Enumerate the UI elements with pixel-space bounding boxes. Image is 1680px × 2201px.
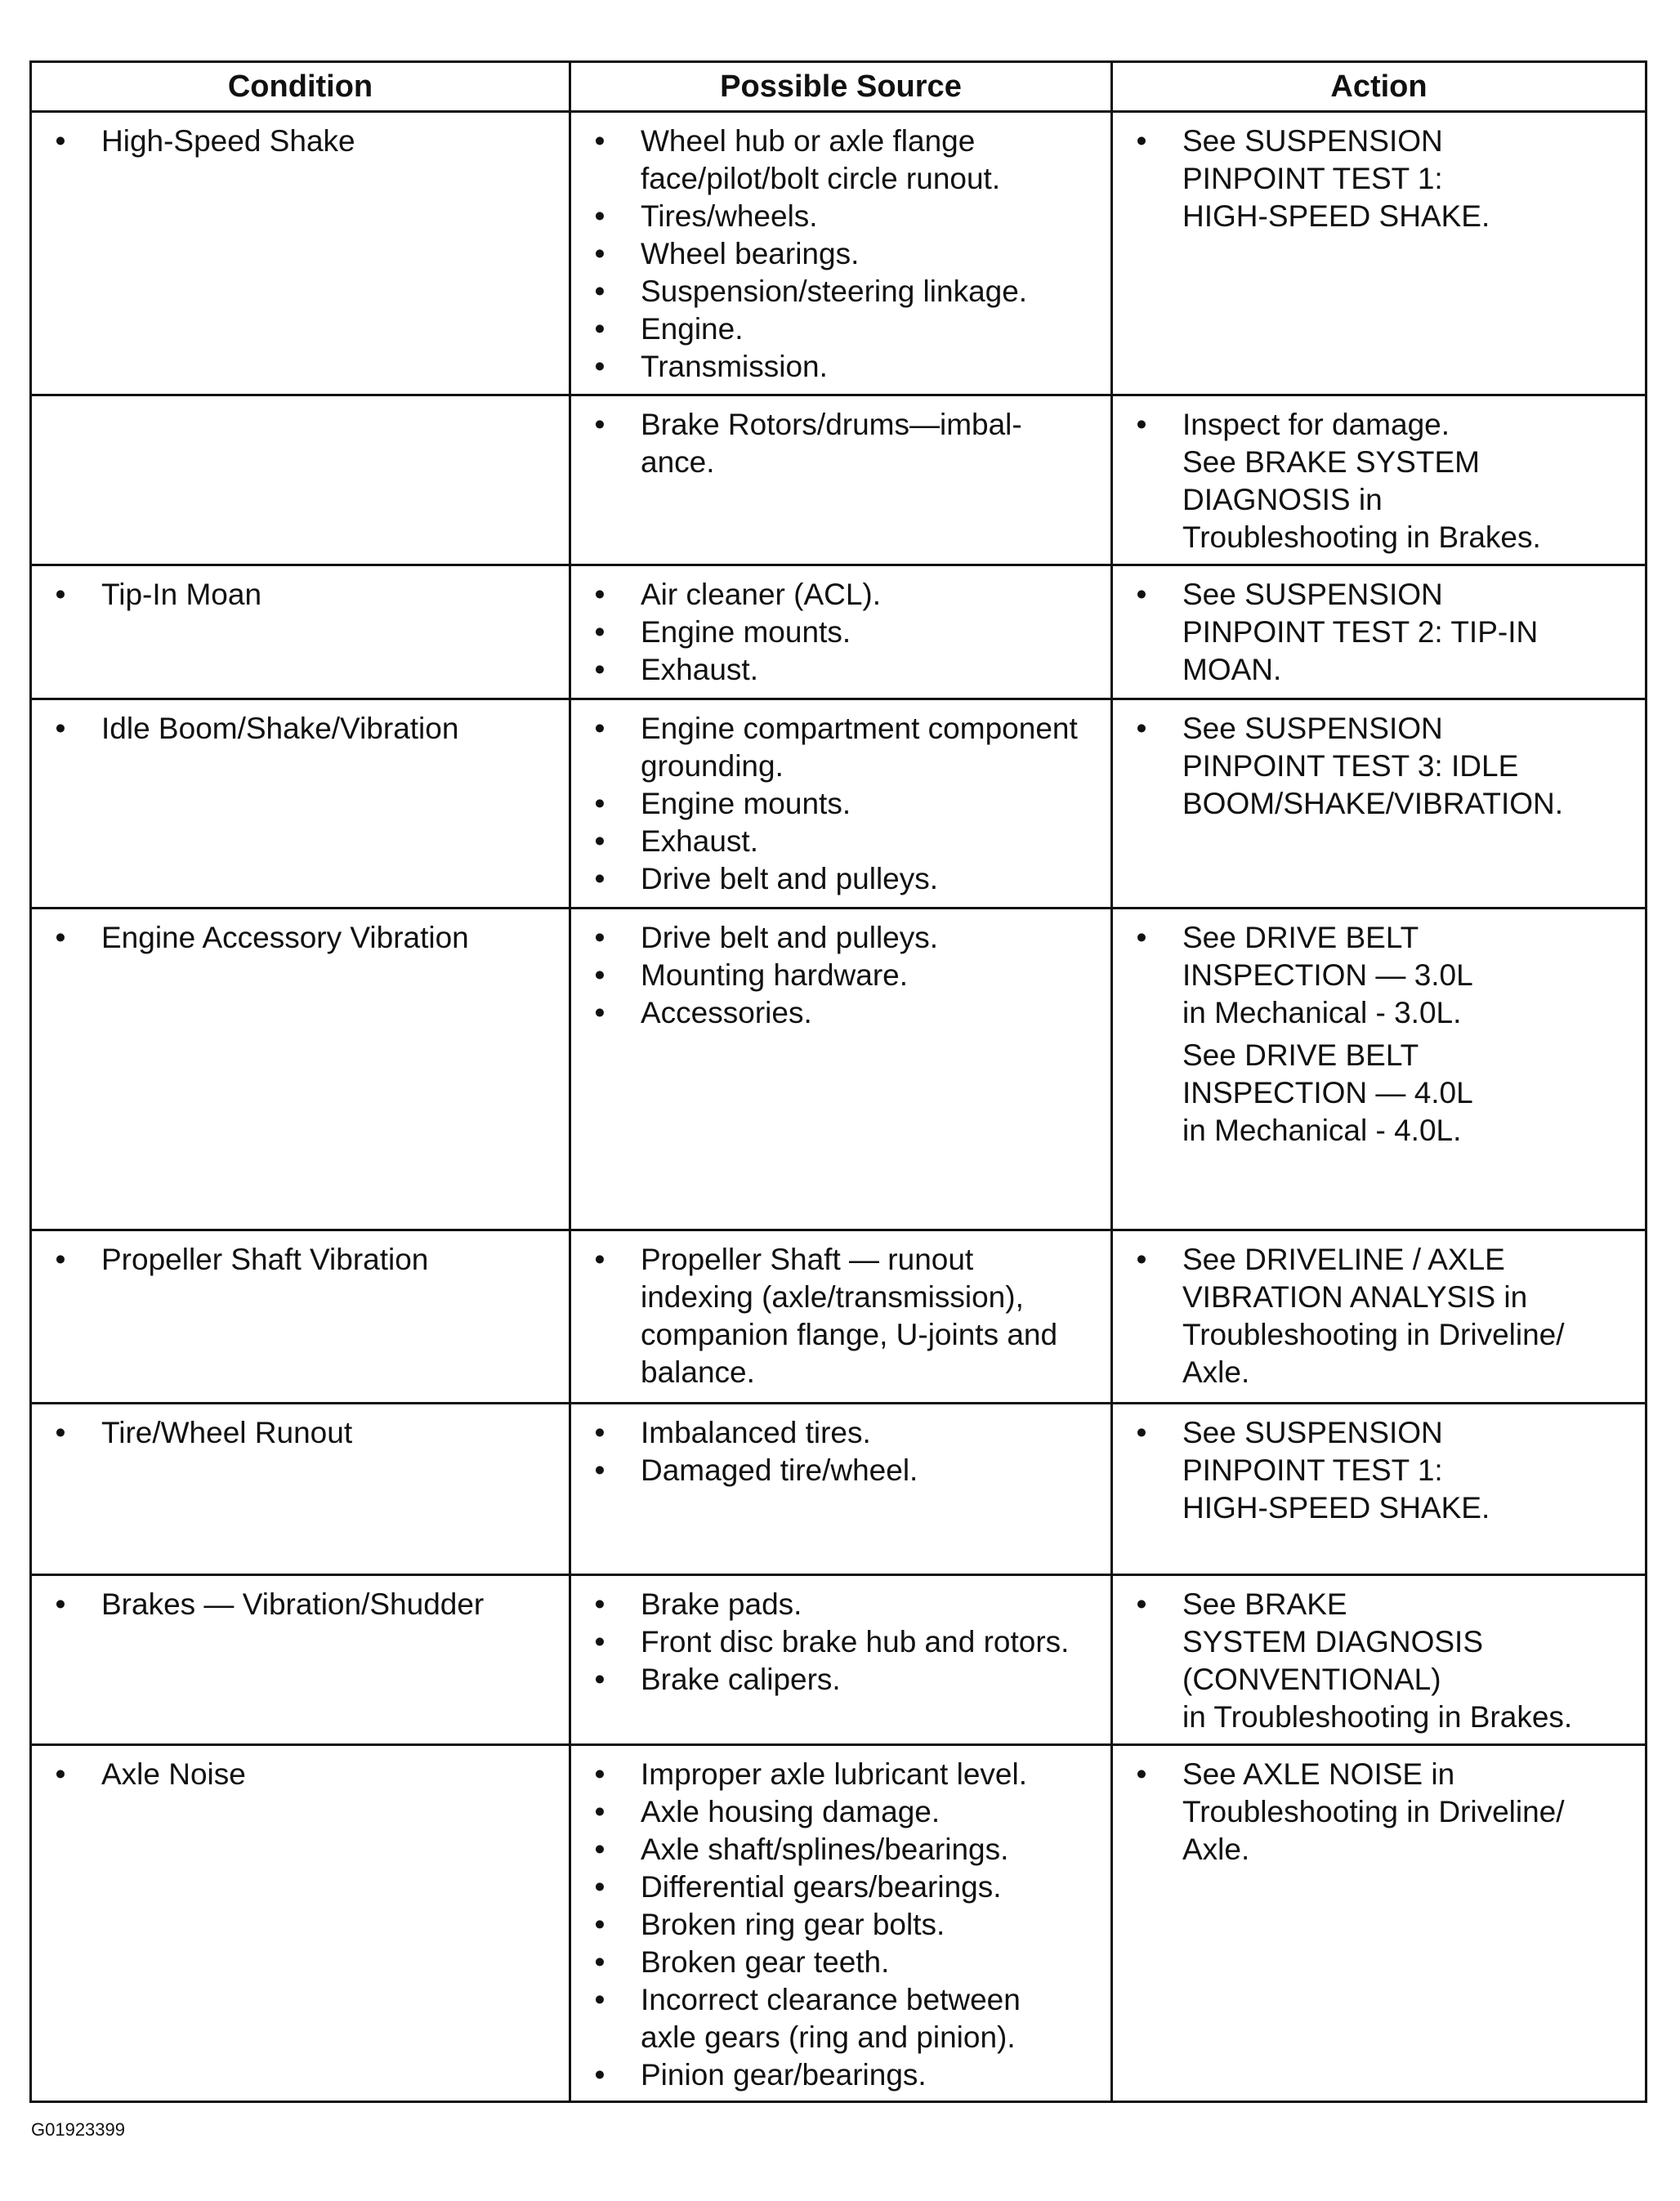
table-row <box>31 1575 1646 1745</box>
condition-list <box>40 123 561 160</box>
action-item <box>1121 1037 1637 1150</box>
source-item <box>579 919 1102 957</box>
condition-item <box>40 123 561 160</box>
source-item <box>579 273 1102 310</box>
source-item-text: Wheel hub or axle flange face/pilot/bolt circle runout. <box>641 124 1001 195</box>
source-item-text: Engine. <box>641 312 744 346</box>
bullet-icon: • <box>594 1945 605 1979</box>
source-item <box>579 1944 1102 1981</box>
bullet-icon: • <box>594 124 605 158</box>
source-item-text: Front disc brake hub and rotors. <box>641 1625 1070 1659</box>
condition-item <box>40 1586 561 1623</box>
source-item-text: Drive belt and pulleys. <box>641 921 939 954</box>
table-row <box>31 1230 1646 1404</box>
source-item <box>579 2056 1102 2094</box>
bullet-icon: • <box>1136 124 1147 158</box>
bullet-icon: • <box>594 996 605 1029</box>
action-cell <box>1112 909 1646 1230</box>
action-cell <box>1112 1745 1646 2102</box>
condition-item-text: Idle Boom/Shake/Vibration <box>101 712 459 745</box>
condition-cell <box>31 395 570 565</box>
bullet-icon: • <box>594 1243 605 1276</box>
condition-item-text: Axle Noise <box>101 1757 246 1791</box>
source-item <box>579 785 1102 823</box>
action-item <box>1121 1756 1637 1868</box>
bullet-icon: • <box>594 1587 605 1621</box>
bullet-icon: • <box>55 124 66 158</box>
source-list <box>579 1586 1102 1699</box>
source-item <box>579 994 1102 1032</box>
bullet-icon: • <box>1136 1587 1147 1621</box>
source-item <box>579 1661 1102 1699</box>
condition-item <box>40 576 561 614</box>
bullet-icon: • <box>1136 1757 1147 1791</box>
action-item <box>1121 919 1637 1032</box>
bullet-icon: • <box>594 578 605 611</box>
bullet-icon: • <box>594 350 605 383</box>
bullet-icon: • <box>594 862 605 895</box>
source-list <box>579 406 1102 481</box>
source-item-text: Imbalanced tires. <box>641 1416 871 1449</box>
action-cell <box>1112 565 1646 699</box>
source-item <box>579 1981 1102 2056</box>
bullet-icon: • <box>1136 578 1147 611</box>
bullet-icon: • <box>594 2058 605 2092</box>
source-item-text: Broken ring gear bolts. <box>641 1908 945 1941</box>
source-item-text: Improper axle lubricant level. <box>641 1757 1027 1791</box>
bullet-icon: • <box>55 712 66 745</box>
source-item <box>579 310 1102 348</box>
condition-list <box>40 1756 561 1793</box>
diagnosis-table <box>29 60 1647 2103</box>
bullet-icon: • <box>594 312 605 346</box>
source-item-text: Exhaust. <box>641 653 758 686</box>
condition-list <box>40 1586 561 1623</box>
source-item <box>579 860 1102 898</box>
table-body <box>31 112 1646 2102</box>
bullet-icon: • <box>594 1416 605 1449</box>
condition-item-text: Engine Accessory Vibration <box>101 921 469 954</box>
bullet-icon: • <box>594 1625 605 1659</box>
bullet-icon: • <box>1136 408 1147 441</box>
table-header-row <box>31 62 1646 112</box>
table-row <box>31 909 1646 1230</box>
bullet-icon: • <box>594 275 605 308</box>
action-item-text: See DRIVE BELT INSPECTION — 4.0L in Mechanical - 4.0L. <box>1182 1038 1473 1147</box>
action-cell <box>1112 1575 1646 1745</box>
source-item-text: Tires/wheels. <box>641 199 818 233</box>
bullet-icon: • <box>594 712 605 745</box>
condition-cell <box>31 1404 570 1575</box>
condition-cell <box>31 1230 570 1404</box>
condition-item-text: Brakes — Vibration/Shudder <box>101 1587 485 1621</box>
table-row <box>31 1745 1646 2102</box>
bullet-icon: • <box>55 1587 66 1621</box>
bullet-icon: • <box>594 1870 605 1904</box>
condition-item-text: High-Speed Shake <box>101 124 355 158</box>
source-item-text: Damaged tire/wheel. <box>641 1453 918 1487</box>
source-item <box>579 1586 1102 1623</box>
source-item <box>579 1452 1102 1489</box>
source-item <box>579 1906 1102 1944</box>
table-row <box>31 395 1646 565</box>
action-cell <box>1112 395 1646 565</box>
header-condition: Condition <box>31 62 570 112</box>
source-item-text: Exhaust. <box>641 824 758 858</box>
action-list <box>1121 406 1637 556</box>
condition-item-text: Propeller Shaft Vibration <box>101 1243 429 1276</box>
source-item-text: Incorrect clearance between axle gears (ring and pinion). <box>641 1983 1021 2054</box>
table-row <box>31 565 1646 699</box>
bullet-icon: • <box>55 578 66 611</box>
bullet-icon: • <box>55 1243 66 1276</box>
action-item-text: See AXLE NOISE in Troubleshooting in Driveline/ Axle. <box>1182 1757 1565 1866</box>
action-cell <box>1112 1404 1646 1575</box>
condition-list <box>40 710 561 748</box>
bullet-icon: • <box>594 615 605 649</box>
bullet-icon: • <box>55 1757 66 1791</box>
source-item <box>579 1793 1102 1831</box>
source-list <box>579 1241 1102 1391</box>
source-list <box>579 123 1102 386</box>
header-possible-source: Possible Source <box>570 62 1112 112</box>
condition-cell <box>31 699 570 909</box>
source-item-text: Transmission. <box>641 350 828 383</box>
source-item <box>579 406 1102 481</box>
source-item-text: Accessories. <box>641 996 812 1029</box>
bullet-icon: • <box>594 408 605 441</box>
source-item <box>579 614 1102 651</box>
action-item <box>1121 444 1637 556</box>
condition-item <box>40 919 561 957</box>
possible-source-cell <box>570 1575 1112 1745</box>
bullet-icon: • <box>594 824 605 858</box>
table-row <box>31 699 1646 909</box>
source-item <box>579 1414 1102 1452</box>
table-row <box>31 1404 1646 1575</box>
action-list <box>1121 919 1637 1150</box>
bullet-icon: • <box>594 199 605 233</box>
bullet-icon: • <box>594 921 605 954</box>
action-item-text: See BRAKE SYSTEM DIAGNOSIS (CONVENTIONAL) in Troubleshooting in Brakes. <box>1182 1587 1573 1734</box>
possible-source-cell <box>570 699 1112 909</box>
action-item <box>1121 1241 1637 1391</box>
condition-list <box>40 576 561 614</box>
condition-list <box>40 1414 561 1452</box>
action-item <box>1121 123 1637 235</box>
action-list <box>1121 1756 1637 1868</box>
action-item <box>1121 406 1637 444</box>
bullet-icon: • <box>594 1795 605 1828</box>
bullet-icon: • <box>594 1453 605 1487</box>
source-item <box>579 1868 1102 1906</box>
action-item <box>1121 576 1637 689</box>
action-item-text: See SUSPENSION PINPOINT TEST 1: HIGH-SPEED SHAKE. <box>1182 1416 1490 1525</box>
source-item-text: Propeller Shaft — runout indexing (axle/transmission), companion flange, U-joints and balance. <box>641 1243 1058 1389</box>
source-item <box>579 1831 1102 1868</box>
action-cell <box>1112 699 1646 909</box>
source-item <box>579 1241 1102 1391</box>
bullet-icon: • <box>594 958 605 992</box>
source-item-text: Mounting hardware. <box>641 958 909 992</box>
condition-item-text: Tip-In Moan <box>101 578 262 611</box>
action-list <box>1121 123 1637 235</box>
condition-list <box>40 1241 561 1279</box>
figure-id: G01923399 <box>31 2119 125 2140</box>
action-item-text: See DRIVELINE / AXLE VIBRATION ANALYSIS in Troubleshooting in Driveline/ Axle. <box>1182 1243 1565 1389</box>
source-item <box>579 823 1102 860</box>
action-list <box>1121 576 1637 689</box>
source-item <box>579 1756 1102 1793</box>
action-item <box>1121 1586 1637 1736</box>
source-item-text: Engine compartment component grounding. <box>641 712 1078 783</box>
condition-item <box>40 1414 561 1452</box>
action-item <box>1121 710 1637 823</box>
source-list <box>579 576 1102 689</box>
action-cell <box>1112 112 1646 395</box>
source-item-text: Axle housing damage. <box>641 1795 941 1828</box>
bullet-icon: • <box>1136 1243 1147 1276</box>
action-list <box>1121 1241 1637 1391</box>
condition-item <box>40 1241 561 1279</box>
action-list <box>1121 710 1637 823</box>
source-item-text: Pinion gear/bearings. <box>641 2058 927 2092</box>
condition-cell <box>31 565 570 699</box>
bullet-icon: • <box>55 1416 66 1449</box>
bullet-icon: • <box>594 1908 605 1941</box>
bullet-icon: • <box>594 1983 605 2016</box>
action-cell <box>1112 1230 1646 1404</box>
source-item-text: Broken gear teeth. <box>641 1945 890 1979</box>
bullet-icon: • <box>594 1833 605 1866</box>
header-action: Action <box>1112 62 1646 112</box>
possible-source-cell <box>570 112 1112 395</box>
possible-source-cell <box>570 565 1112 699</box>
source-item <box>579 710 1102 785</box>
source-list <box>579 1756 1102 2094</box>
condition-item-text: Tire/Wheel Runout <box>101 1416 353 1449</box>
action-item-text: See DRIVE BELT INSPECTION — 3.0L in Mechanical - 3.0L. <box>1182 921 1473 1029</box>
bullet-icon: • <box>55 921 66 954</box>
condition-cell <box>31 1745 570 2102</box>
condition-cell <box>31 909 570 1230</box>
condition-list <box>40 919 561 957</box>
bullet-icon: • <box>1136 921 1147 954</box>
action-item-text: See BRAKE SYSTEM DIAGNOSIS in Troubleshooting in Brakes. <box>1182 445 1541 554</box>
bullet-icon: • <box>594 787 605 820</box>
source-item-text: Differential gears/bearings. <box>641 1870 1002 1904</box>
bullet-icon: • <box>594 1757 605 1791</box>
possible-source-cell <box>570 1230 1112 1404</box>
source-list <box>579 710 1102 898</box>
possible-source-cell <box>570 1404 1112 1575</box>
source-item-text: Wheel bearings. <box>641 237 860 270</box>
condition-item <box>40 1756 561 1793</box>
action-list <box>1121 1586 1637 1736</box>
condition-item <box>40 710 561 748</box>
source-item-text: Drive belt and pulleys. <box>641 862 939 895</box>
possible-source-cell <box>570 1745 1112 2102</box>
action-list <box>1121 1414 1637 1527</box>
source-item <box>579 198 1102 235</box>
source-item-text: Brake Rotors/drums—imbal- ance. <box>641 408 1022 479</box>
source-list <box>579 919 1102 1032</box>
source-item-text: Axle shaft/splines/bearings. <box>641 1833 1009 1866</box>
possible-source-cell <box>570 909 1112 1230</box>
bullet-icon: • <box>1136 1416 1147 1449</box>
source-item <box>579 651 1102 689</box>
condition-cell <box>31 112 570 395</box>
bullet-icon: • <box>594 653 605 686</box>
source-item-text: Brake calipers. <box>641 1663 841 1696</box>
source-item <box>579 957 1102 994</box>
action-item-text: See SUSPENSION PINPOINT TEST 2: TIP-IN MOAN. <box>1182 578 1539 686</box>
source-item-text: Engine mounts. <box>641 615 851 649</box>
source-list <box>579 1414 1102 1489</box>
action-item-text: See SUSPENSION PINPOINT TEST 3: IDLE BOOM/SHAKE/VIBRATION. <box>1182 712 1564 820</box>
bullet-icon: • <box>594 1663 605 1696</box>
source-item <box>579 576 1102 614</box>
source-item <box>579 235 1102 273</box>
source-item-text: Air cleaner (ACL). <box>641 578 882 611</box>
source-item-text: Brake pads. <box>641 1587 802 1621</box>
source-item <box>579 1623 1102 1661</box>
possible-source-cell <box>570 395 1112 565</box>
action-item-text: See SUSPENSION PINPOINT TEST 1: HIGH-SPEED SHAKE. <box>1182 124 1490 233</box>
action-item <box>1121 1414 1637 1527</box>
action-item-text: Inspect for damage. <box>1182 408 1450 441</box>
table-row <box>31 112 1646 395</box>
source-item <box>579 348 1102 386</box>
bullet-icon: • <box>594 237 605 270</box>
source-item-text: Engine mounts. <box>641 787 851 820</box>
source-item <box>579 123 1102 198</box>
source-item-text: Suspension/steering linkage. <box>641 275 1028 308</box>
bullet-icon: • <box>1136 712 1147 745</box>
condition-cell <box>31 1575 570 1745</box>
